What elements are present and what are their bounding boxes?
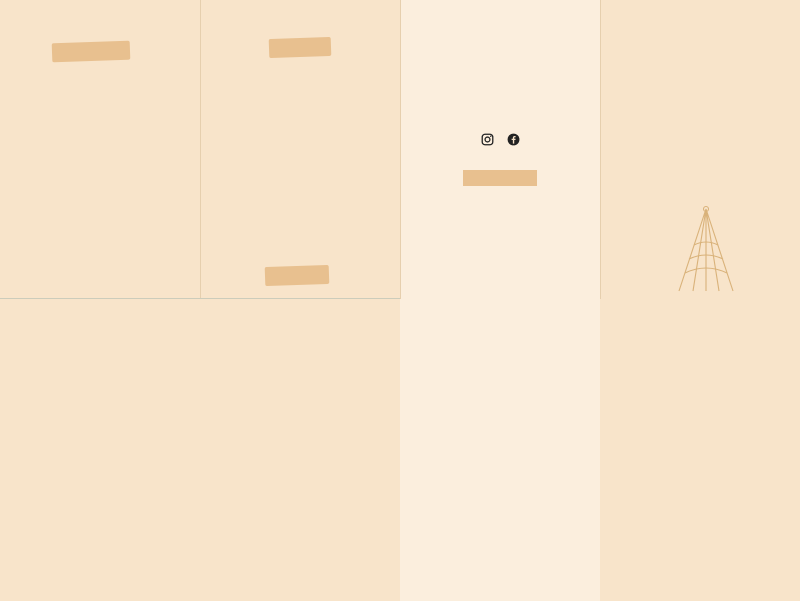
biryani-heading [52, 41, 131, 63]
lantern-decoration-icon [671, 205, 741, 295]
lower-curries-section [0, 298, 400, 601]
instagram-icon[interactable] [481, 133, 494, 146]
events-heading [463, 170, 537, 186]
facebook-icon[interactable] [507, 133, 520, 146]
rice-heading-2 [269, 37, 332, 58]
roti-heading [265, 265, 330, 286]
